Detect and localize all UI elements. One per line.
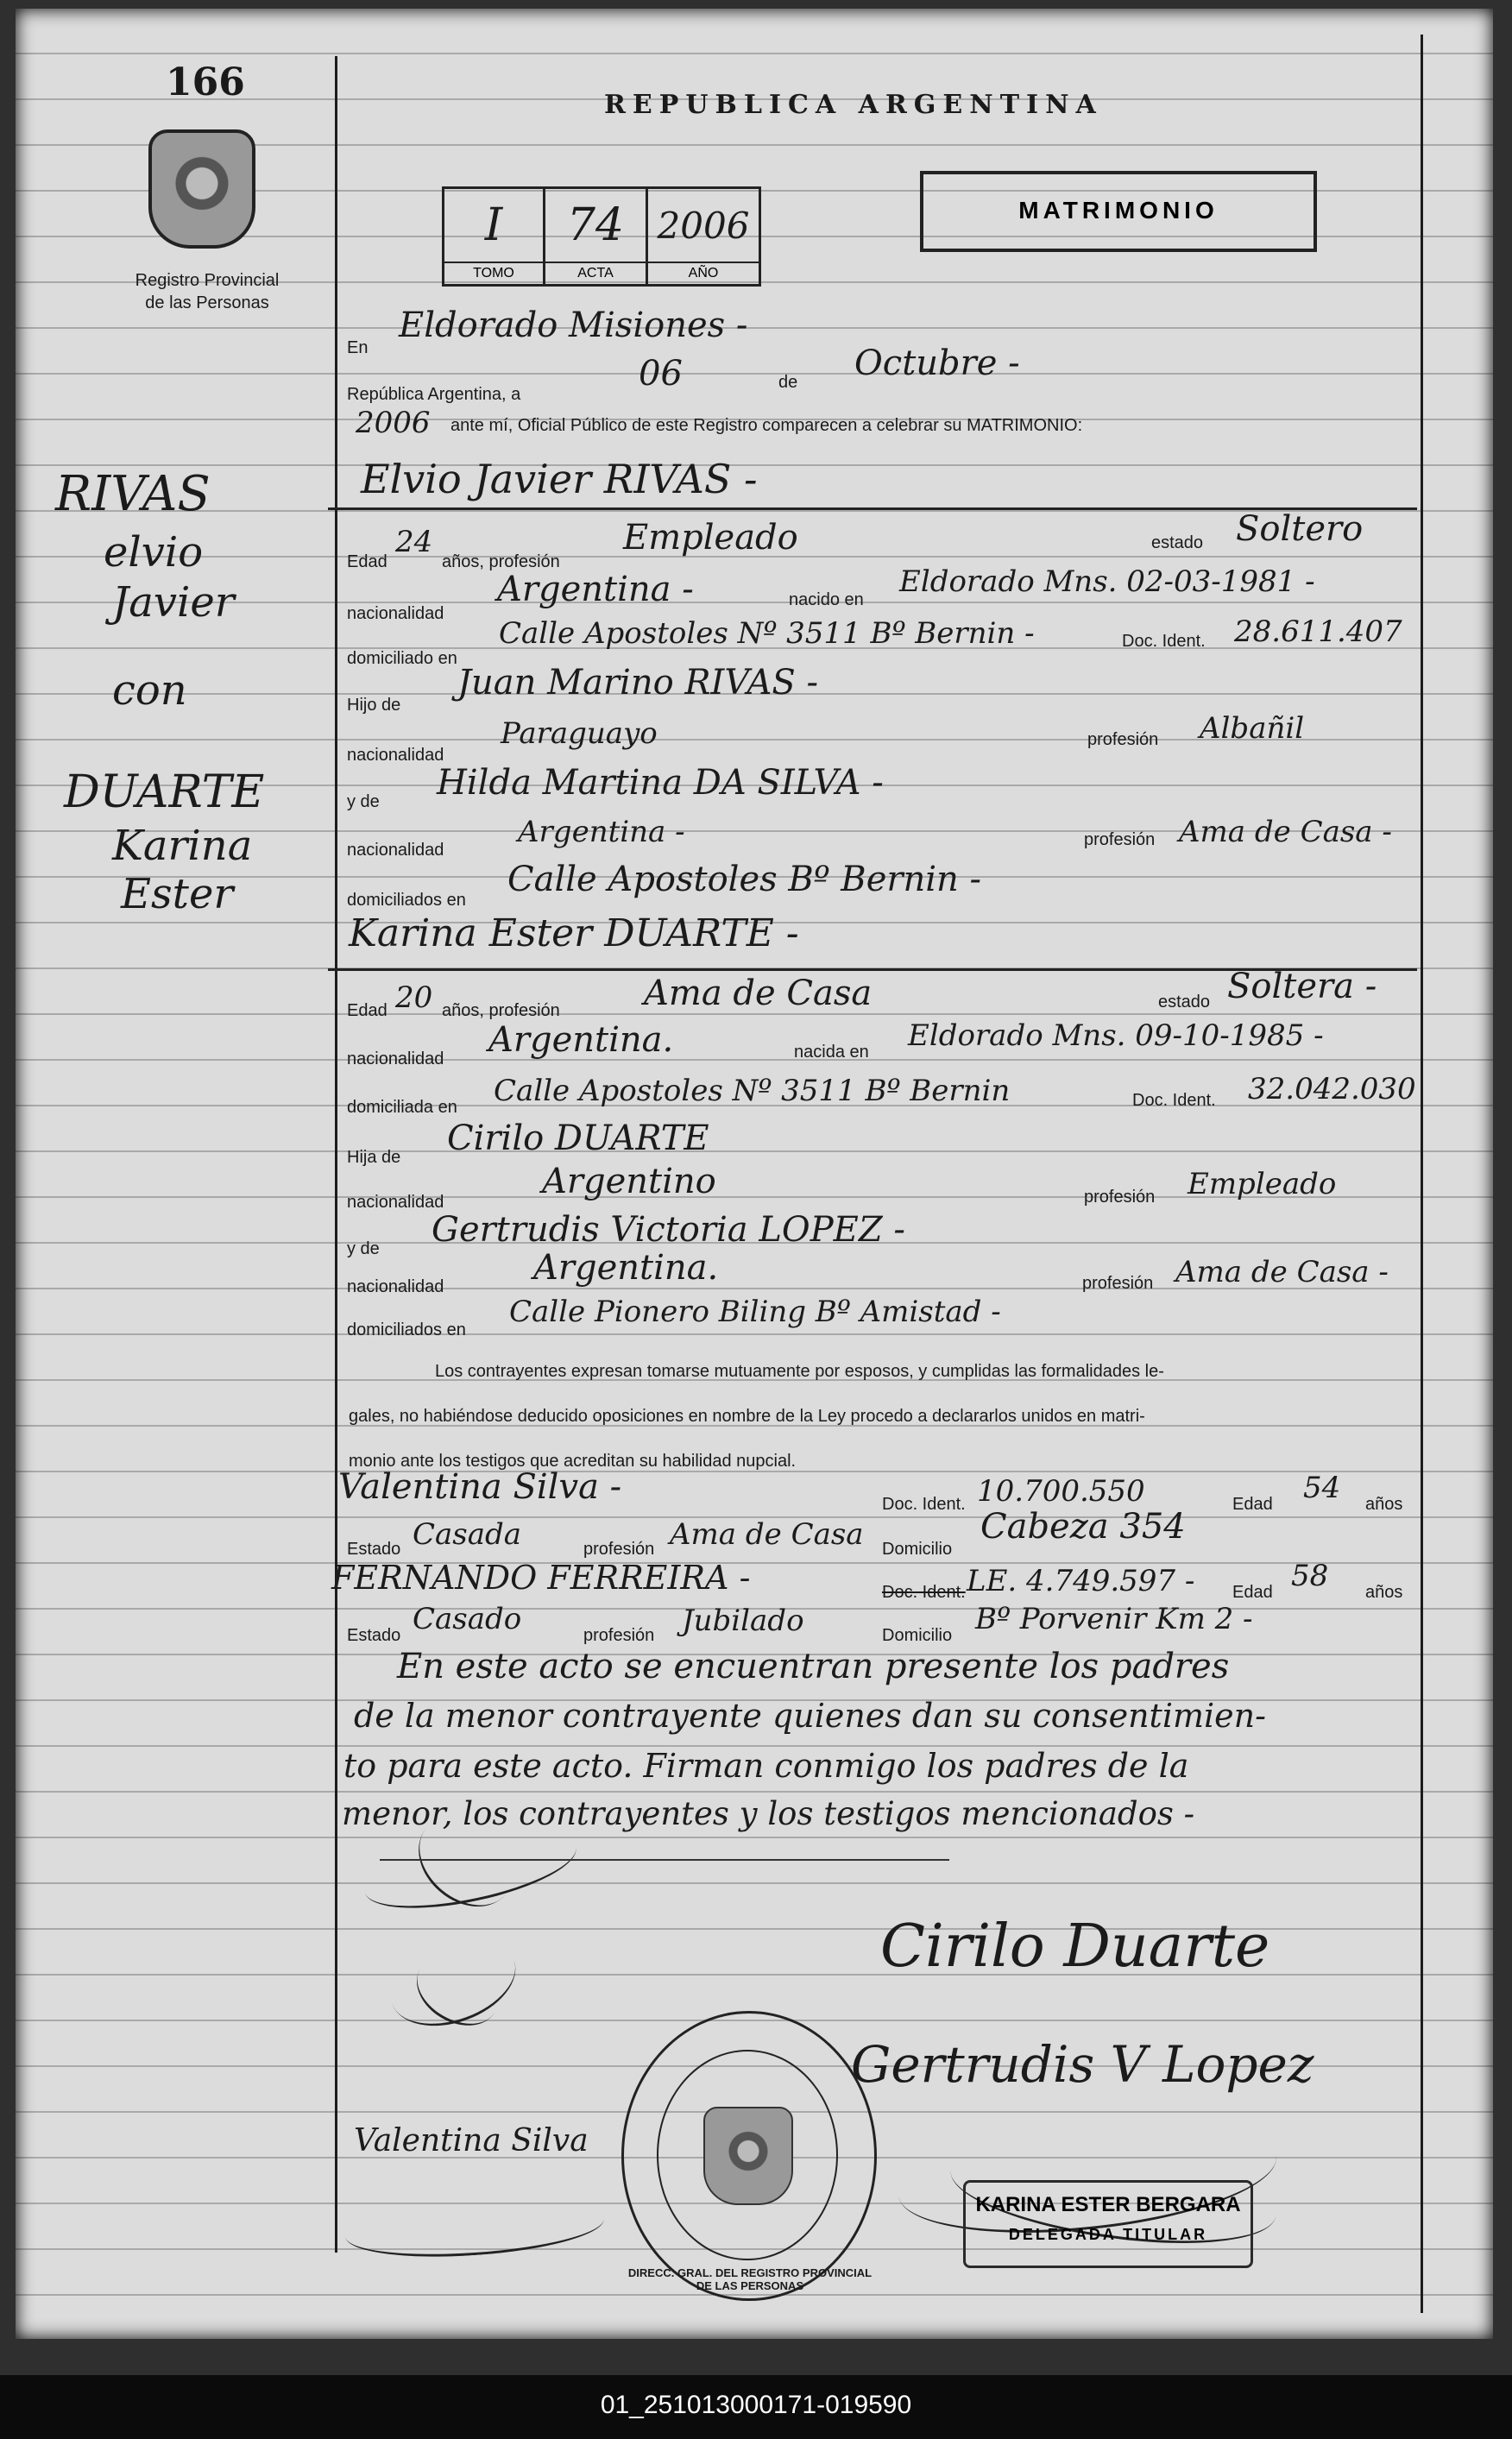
bride-father-nationality: Argentino xyxy=(542,1162,716,1201)
bride-parents-address: Calle Pionero Biling Bº Amistad - xyxy=(509,1295,1001,1329)
acta-label: ACTA xyxy=(545,262,646,281)
witness-2-name: FERNANDO FERREIRA - xyxy=(331,1559,751,1597)
official-stamp-name: KARINA ESTER BERGARA xyxy=(975,2193,1241,2216)
groom-age: 24 xyxy=(395,525,433,559)
groom-age-label: Edad xyxy=(347,552,387,571)
registry-name: Registro Provincial de las Personas xyxy=(135,271,280,312)
father-signature: Cirilo Duarte xyxy=(880,1913,1270,1981)
ano-label: AÑO xyxy=(648,262,759,281)
month: Octubre - xyxy=(854,343,1020,383)
groom-mother-nationality: Argentina - xyxy=(518,815,685,849)
margin-note: RIVAS xyxy=(55,466,211,522)
groom-father-profession-label: profesión xyxy=(1087,730,1159,749)
seal-text: DIRECC. GRAL. DEL REGISTRO PROVINCIAL DE LAS PERSONAS xyxy=(627,2266,873,2292)
groom-address: Calle Apostoles Nº 3511 Bº Bernin - xyxy=(499,616,1035,651)
groom-address-label: domiciliado en xyxy=(347,649,457,668)
document-type: MATRIMONIO xyxy=(1018,197,1219,224)
bride-birth: Eldorado Mns. 09-10-1985 - xyxy=(908,1018,1324,1053)
groom-mother: Hilda Martina DA SILVA - xyxy=(437,763,884,803)
witness-2-doc-label: Doc. Ident. xyxy=(882,1583,966,1602)
right-rule xyxy=(1421,35,1423,2313)
official-stamp-title: DELEGADA TITULAR xyxy=(1008,2226,1208,2243)
note-line: menor, los contrayentes y los testigos mencionados - xyxy=(342,1795,1195,1832)
bride-birth-label: nacida en xyxy=(794,1043,869,1062)
groom-doc-label: Doc. Ident. xyxy=(1122,632,1206,651)
groom-status-label: estado xyxy=(1151,533,1204,552)
day: 06 xyxy=(639,354,683,394)
bride-doc: 32.042.030 xyxy=(1248,1072,1416,1106)
groom-birth: Eldorado Mns. 02-03-1981 - xyxy=(899,564,1315,599)
tomo-value: I xyxy=(484,199,503,251)
margin-note: DUARTE xyxy=(64,766,265,818)
bride-doc-label: Doc. Ident. xyxy=(1132,1091,1216,1110)
bride-mother-profession: Ama de Casa - xyxy=(1175,1255,1389,1289)
margin-note: con xyxy=(112,666,187,715)
bride-profession-label: años, profesión xyxy=(442,1001,560,1020)
record-box xyxy=(442,186,761,287)
signature-line xyxy=(380,1859,949,1861)
witness-2-age-label: Edad xyxy=(1232,1583,1273,1602)
note-line: to para este acto. Firman conmigo los padres de la xyxy=(343,1747,1189,1785)
witness-2-status: Casado xyxy=(413,1602,522,1636)
acta-value: 74 xyxy=(566,199,625,251)
official-stamp xyxy=(963,2180,1253,2268)
bride-name: Karina Ester DUARTE - xyxy=(349,911,799,955)
bride-father-nationality-label: nacionalidad xyxy=(347,1193,444,1212)
groom-status: Soltero xyxy=(1236,509,1364,549)
witness-2-age: 58 xyxy=(1291,1559,1329,1593)
groom-profession-label: años, profesión xyxy=(442,552,560,571)
witness-2-doc: LE. 4.749.597 - xyxy=(967,1564,1195,1598)
witness-1-age: 54 xyxy=(1303,1471,1341,1505)
groom-profession: Empleado xyxy=(623,518,798,558)
groom-mother-label: y de xyxy=(347,792,380,811)
mother-signature: Gertrudis V Lopez xyxy=(851,2035,1314,2094)
document-type-box xyxy=(920,171,1317,252)
year: 2006 xyxy=(356,406,431,440)
place: Eldorado Misiones - xyxy=(399,306,748,345)
en-label: En xyxy=(347,338,369,357)
bride-profession: Ama de Casa xyxy=(644,974,873,1013)
bride-father: Cirilo DUARTE xyxy=(447,1119,709,1158)
page-number: 166 xyxy=(166,60,245,104)
groom-doc: 28.611.407 xyxy=(1234,614,1402,649)
groom-mother-profession-label: profesión xyxy=(1084,830,1156,849)
groom-mother-nationality-label: nacionalidad xyxy=(347,841,444,860)
note-line: En este acto se encuentran presente los padres xyxy=(397,1647,1230,1686)
bride-father-profession-label: profesión xyxy=(1084,1188,1156,1207)
witness-2-address-label: Domicilio xyxy=(882,1626,953,1645)
bride-nationality-label: nacionalidad xyxy=(347,1049,444,1068)
groom-nationality-label: nacionalidad xyxy=(347,604,444,623)
groom-father-label: Hijo de xyxy=(347,696,401,715)
bride-father-label: Hija de xyxy=(347,1148,401,1167)
appearance-statement: ante mí, Oficial Público de este Registro comparecen a celebrar su MATRIMONIO: xyxy=(450,416,1083,435)
margin-note: Karina xyxy=(112,822,253,870)
bride-age-label: Edad xyxy=(347,1001,387,1020)
witness-signature: Valentina Silva xyxy=(354,2123,589,2159)
witness-1-profession: Ama de Casa xyxy=(670,1517,864,1552)
bride-status-label: estado xyxy=(1158,993,1211,1012)
declaration-line: Los contrayentes expresan tomarse mutuamente por esposos, y cumplidas las formalidades le- xyxy=(435,1362,1164,1381)
declaration-line: gales, no habiéndose deducido oposiciones en nombre de la Ley procedo a declararlos unidos en matri- xyxy=(349,1407,1145,1426)
witness-1-doc: 10.700.550 xyxy=(977,1474,1145,1509)
groom-name: Elvio Javier RIVAS - xyxy=(361,456,758,502)
tomo-label: TOMO xyxy=(444,262,543,281)
bride-father-profession: Empleado xyxy=(1188,1167,1337,1201)
bride-age: 20 xyxy=(395,980,433,1015)
groom-mother-profession: Ama de Casa - xyxy=(1179,815,1392,849)
bride-mother-label: y de xyxy=(347,1239,380,1258)
declaration-line: monio ante los testigos que acreditan su habilidad nupcial. xyxy=(349,1452,797,1471)
groom-father-profession: Albañil xyxy=(1200,711,1305,746)
republica-label: República Argentina, a xyxy=(347,385,521,404)
witness-2-profession-label: profesión xyxy=(583,1626,655,1645)
witness-1-profession-label: profesión xyxy=(583,1540,655,1559)
bride-nationality: Argentina. xyxy=(488,1020,674,1060)
witness-2-profession: Jubilado xyxy=(682,1604,804,1638)
bride-mother-profession-label: profesión xyxy=(1082,1274,1154,1293)
witness-1-status-label: Estado xyxy=(347,1540,401,1559)
witness-1-doc-label: Doc. Ident. xyxy=(882,1495,966,1514)
margin-note: Ester xyxy=(121,870,234,918)
groom-father-nationality-label: nacionalidad xyxy=(347,746,444,765)
witness-2-signature xyxy=(345,2192,621,2278)
margin-note: Javier xyxy=(112,578,235,627)
bride-parents-address-label: domiciliados en xyxy=(347,1320,466,1339)
groom-parents-address-label: domiciliados en xyxy=(347,891,466,910)
witness-2-anos-label: años xyxy=(1365,1583,1403,1602)
bride-mother-nationality: Argentina. xyxy=(533,1248,719,1288)
bride-signature xyxy=(380,1933,535,2037)
bride-mother: Gertrudis Victoria LOPEZ - xyxy=(432,1210,905,1250)
groom-parents-address: Calle Apostoles Bº Bernin - xyxy=(507,860,982,899)
witness-1-status: Casada xyxy=(413,1517,522,1552)
margin-rule xyxy=(335,56,337,2253)
bride-address-label: domiciliada en xyxy=(347,1098,457,1117)
groom-nationality: Argentina - xyxy=(497,570,694,609)
registry-seal xyxy=(621,2011,877,2301)
bride-status: Soltera - xyxy=(1227,967,1377,1006)
groom-signature xyxy=(345,1821,604,1916)
bride-mother-nationality-label: nacionalidad xyxy=(347,1277,444,1296)
witness-1-anos-label: años xyxy=(1365,1495,1403,1514)
groom-father-nationality: Paraguayo xyxy=(501,716,658,751)
ano-value: 2006 xyxy=(657,205,750,247)
witness-2-status-label: Estado xyxy=(347,1626,401,1645)
country-header: REPUBLICA ARGENTINA xyxy=(604,90,1103,120)
footer-id: 01_251013000171-019590 xyxy=(600,2391,912,2419)
note-line: de la menor contrayente quienes dan su consentimien- xyxy=(354,1697,1266,1735)
groom-birth-label: nacido en xyxy=(789,590,864,609)
margin-note: elvio xyxy=(104,528,204,577)
witness-2-address: Bº Porvenir Km 2 - xyxy=(975,1602,1253,1636)
witness-1-address-label: Domicilio xyxy=(882,1540,953,1559)
bride-address: Calle Apostoles Nº 3511 Bº Bernin xyxy=(494,1074,1011,1108)
witness-1-name: Valentina Silva - xyxy=(338,1467,622,1507)
witness-1-age-label: Edad xyxy=(1232,1495,1273,1514)
de-label: de xyxy=(778,373,798,392)
groom-father: Juan Marino RIVAS - xyxy=(457,663,819,703)
registry-emblem-icon xyxy=(148,129,255,249)
witness-1-address: Cabeza 354 xyxy=(980,1507,1186,1547)
